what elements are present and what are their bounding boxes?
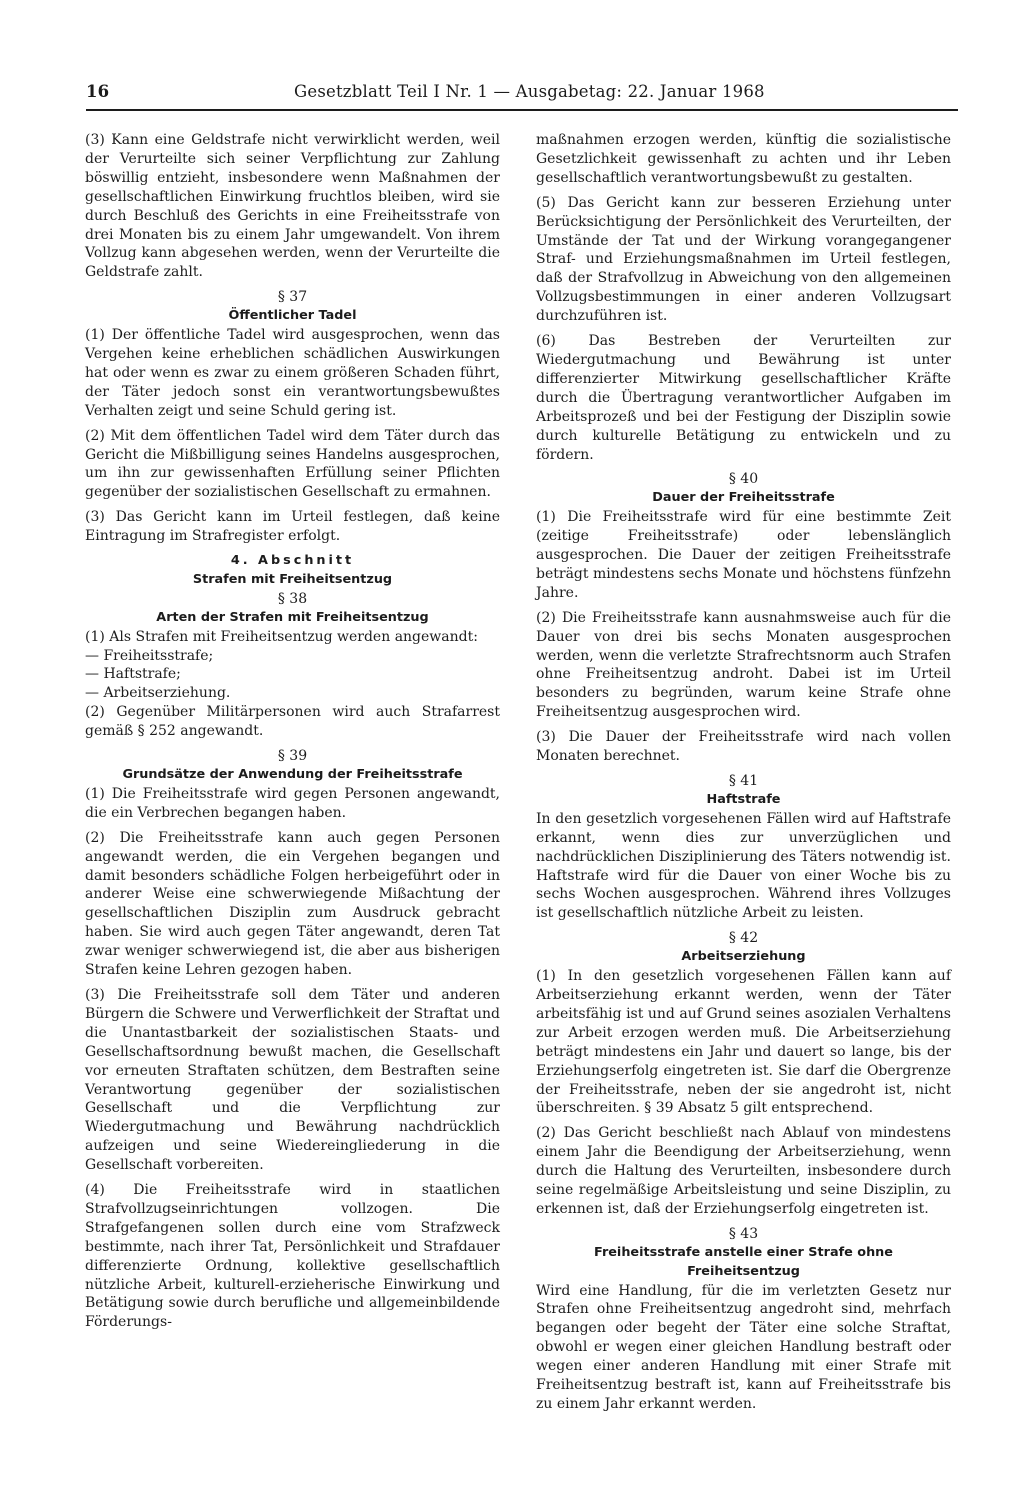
list-item: — Haftstrafe; — [85, 666, 181, 683]
section-40-paragraph-3: (3) Die Dauer der Freiheitsstrafe wird nach vollen Monaten berechnet. — [536, 729, 951, 765]
section-41-text: In den gesetzlich vorgesehenen Fällen wird auf Haftstrafe erkannt, wenn dies zur unverzüglichen und nachdrücklichen Disziplinierung des Täters notwendig ist. Haftstrafe wird für die Dauer von einer Woche bis zu sechs Wochen ausgesprochen. Während ihres Vollzuges ist gesellschaftlich nützliche Arbeit zu leisten. — [536, 810, 951, 922]
section-38-paragraph-2: (2) Gegenüber Militärpersonen wird auch Strafarrest gemäß § 252 angewandt. — [85, 704, 500, 740]
section-39-paragraph-4-continued: maßnahmen erzogen werden, künftig die sozialistische Gesetzlichkeit gewissenhaft zu achten und ihr Leben gesellschaftlich verantwortungsbewußt zu gestalten. — [536, 132, 951, 186]
chapter-heading: 4. Abschnitt — [230, 553, 355, 569]
section-43-text: Wird eine Handlung, für die im verletzten Gesetz nur Strafen ohne Freiheitsentzug angedroht sind, mehrfach begangen oder begeht der Täter eine solche Straftat, obwohl er wegen einer gleichen Handlung bestraft oder wegen einer anderen Handlung mit einer Strafe mit Freiheitsentzug bestraft ist, kann auf Freiheitsstrafe bis zu einem Jahr erkannt werden. — [536, 1282, 951, 1412]
section-38-paragraph-1: (1) Als Strafen mit Freiheitsentzug werden angewandt: — [85, 628, 478, 645]
chapter-title: Strafen mit Freiheitsentzug — [192, 571, 393, 587]
right-column — [536, 131, 951, 1420]
section-42-paragraph-2: (2) Das Gericht beschließt nach Ablauf von mindestens einem Jahr die Beendigung der Arbeitserziehung, wenn durch die Haltung des Verurteilten, insbesondere durch seine regelmäßige Arbeitsleistung und seine Disziplin, zu erkennen ist, daß der Erziehungserfolg eingetreten ist. — [536, 1125, 951, 1217]
section-39-paragraph-2: (2) Die Freiheitsstrafe kann auch gegen Personen angewandt werden, die ein Vergehen begangen und damit besonders schädliche Folgen herbeigeführt oder in anderer Weise eine schwerwiegende Mißachtung der gesellschaftlichen Disziplin zum Ausdruck gebracht haben. Sie wird auch gegen Täter angewandt, deren Tat zwar weniger schwerwiegend ist, die aber aus bisherigen Strafen keine Lehren gezogen haben. — [85, 829, 500, 979]
left-column — [85, 131, 500, 1338]
section-42-paragraph-1: (1) In den gesetzlich vorgesehenen Fällen kann auf Arbeitserziehung erkannt werden, wenn der Täter arbeitsfähig ist und auf Grund seines asozialen Verhaltens zur Arbeit erzogen werden muß. Die Arbeitserziehung beträgt mindestens ein Jahr und dauert so lange, bis der Erziehungserfolg eingetreten ist. Sie darf die Obergrenze der Freiheitsstrafe, neben der sie angedroht ist, nicht überschreiten. § 39 Absatz 5 gilt entsprechend. — [536, 968, 951, 1117]
page-header — [86, 82, 958, 108]
list-item: — Freiheitsstrafe; — [85, 647, 214, 664]
section-36-paragraph-3: (3) Kann eine Geldstrafe nicht verwirklicht werden, weil der Verurteilte sich seiner Verpflichtung zur Zahlung böswillig entzieht, insbesondere wenn Maßnahmen der gesellschaftlichen Einwirkung fruchtlos bleiben, wird sie durch Beschluß des Gerichts in eine Freiheitsstrafe von drei Monaten bis zu einem Jahr umgewandelt. Von ihrem Vollzug kann abgesehen werden, wenn der Verurteilte die Geldstrafe zahlt. — [85, 132, 500, 281]
penalty-list — [85, 647, 500, 704]
list-item: — Arbeitserziehung. — [85, 685, 231, 702]
section-39-number: § 39 — [277, 748, 308, 765]
section-42-title: Arbeitserziehung — [681, 949, 806, 965]
page-number: 16 — [86, 82, 110, 101]
section-38-number: § 38 — [277, 590, 308, 607]
section-39-paragraph-3: (3) Die Freiheitsstrafe soll dem Täter und anderen Bürgern die Schwere und Verwerflichkeit der Straftat und die Unantastbarkeit der sozialistischen Staats- und Gesellschaftsordnung bewußt machen, die Gesellschaft vor erneuten Straftaten schützen, dem Bestraften seine Verantwortung gegenüber der sozialistischen Gesellschaft und die Verpflichtung zur Wiedergutmachung und Bewährung nachdrücklich aufzeigen und seine Wiedereingliederung in die Gesellschaft vorbereiten. — [85, 986, 500, 1174]
section-39-paragraph-5: (5) Das Gericht kann zur besseren Erziehung unter Berücksichtigung der Persönlichkeit des Verurteilten, der Umstände der Tat und der Wirkung vorangegangener Straf- und Erziehungsmaßnahmen im Urteil festlegen, daß der Strafvollzug in Abweichung von den allgemeinen Vollzugsbestimmungen in einer anderen Vollzugsart durchzuführen ist. — [536, 194, 951, 325]
section-43-title: Freiheitsstrafe anstelle einer Strafe ohne Freiheitsentzug — [594, 1244, 893, 1279]
section-38-title: Arten der Strafen mit Freiheitsentzug — [156, 609, 429, 625]
section-41-number: § 41 — [728, 773, 759, 789]
section-43-number: § 43 — [728, 1225, 759, 1242]
section-39-paragraph-4: (4) Die Freiheitsstrafe wird in staatlichen Strafvollzugseinrichtungen vollzogen. Die Strafgefangenen sollen durch eine vom Strafzweck bestimmte, nach ihrer Tat, Persönlichkeit und Strafdauer differenzierte Ordnung, kollektive gesellschaftlich nützliche Arbeit, kulturell-erzieherische Einwirkung und Betätigung sowie durch berufliche und allgemeinbildende Förderungs- — [85, 1182, 500, 1331]
section-40-number: § 40 — [728, 471, 759, 488]
section-40-title: Dauer der Freiheitsstrafe — [652, 490, 835, 506]
section-37-paragraph-3: (3) Das Gericht kann im Urteil festlegen, daß keine Eintragung im Strafregister erfolgt. — [85, 509, 500, 545]
section-37-number: § 37 — [277, 289, 308, 306]
section-42-number: § 42 — [728, 930, 759, 947]
section-37-paragraph-2: (2) Mit dem öffentlichen Tadel wird dem Täter durch das Gericht die Mißbilligung seines Handelns ausgesprochen, um ihn zur gewissenhaften Erfüllung seiner Pflichten gegenüber der sozialistischen Gesellschaft zu ermahnen. — [85, 427, 500, 501]
header-title: Gesetzblatt Teil I Nr. 1 — Ausgabetag: 22. Januar 1968 — [294, 82, 765, 101]
section-37-title: Öffentlicher Tadel — [228, 308, 357, 324]
section-40-paragraph-1: (1) Die Freiheitsstrafe wird für eine bestimmte Zeit (zeitige Freiheitsstrafe) oder lebenslänglich ausgesprochen. Die Dauer der zeitigen Freiheitsstrafe beträgt mindestens sechs Monate und höchstens fünfzehn Jahre. — [536, 509, 951, 601]
section-41-title: Haftstrafe — [706, 791, 781, 807]
section-39-paragraph-6: (6) Das Bestreben der Verurteilten zur Wiedergutmachung und Bewährung ist unter differenzierter Mitwirkung gesellschaftlicher Kräfte durch die Übertragung verantwortlicher Aufgaben im Arbeitsprozeß und bei der Festigung der Disziplin sowie durch kulturelle Betätigung zu entwickeln und zu fördern. — [536, 333, 951, 463]
header-rule — [86, 109, 958, 111]
section-37-paragraph-1: (1) Der öffentliche Tadel wird ausgesprochen, wenn das Vergehen keine erheblichen schädlichen Auswirkungen hat oder wenn es zwar zu einem größeren Schaden führt, der Täter jedoch sonst ein verantwortungsbewußtes Verhalten zeigt und seine Schuld gering ist. — [85, 327, 500, 419]
section-39-paragraph-1: (1) Die Freiheitsstrafe wird gegen Personen angewandt, die ein Verbrechen begangen haben. — [85, 785, 500, 821]
section-39-title: Grundsätze der Anwendung der Freiheitsstrafe — [122, 767, 463, 782]
section-40-paragraph-2: (2) Die Freiheitsstrafe kann ausnahmsweise auch für die Dauer von drei bis sechs Monaten ausgesprochen werden, wenn die verletzte Strafrechtsnorm auch Strafen ohne Freiheitsentzug androht. Dabei ist im Urteil besonders zu begründen, warum keine Strafe ohne Freiheitsentzug ausgesprochen wird. — [536, 609, 951, 721]
